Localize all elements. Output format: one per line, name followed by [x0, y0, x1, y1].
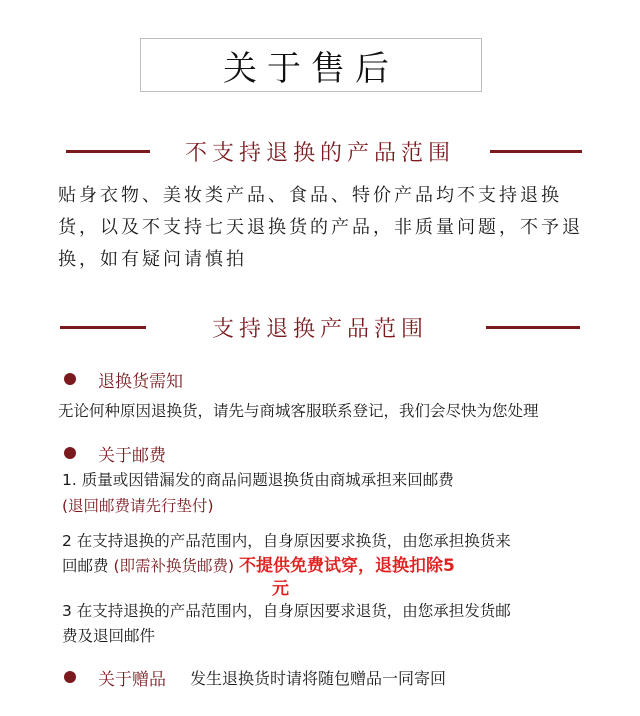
- postage-item-1: 1. 质量或因错漏发的商品问题退换货由商城承担来回邮费: [62, 471, 454, 489]
- divider-left: [66, 150, 150, 153]
- divider-left: [60, 326, 146, 329]
- postage-item-3-line-2: 费及退回邮件: [62, 627, 156, 645]
- gift-text: 发生退换货时请将随包赠品一同寄回: [190, 668, 447, 688]
- postage-warning: 不提供免费试穿，退换扣除5: [238, 556, 455, 576]
- page-title: 关于售后: [140, 38, 482, 92]
- notice-text: 无论何种原因退换货，请先与商城客服联系登记，我们会尽快为您处理: [58, 402, 539, 420]
- section-heading: 支持退换产品范围: [211, 316, 428, 342]
- gift-heading: [64, 664, 446, 690]
- section-heading: 不支持退换的产品范围: [184, 140, 455, 166]
- bullet-label: 关于邮费: [98, 445, 166, 466]
- divider-right: [490, 150, 582, 153]
- bullet-dot-icon: [64, 447, 76, 459]
- bullet-dot-icon: [64, 373, 76, 385]
- notice-heading: [64, 366, 183, 392]
- postage-item-2: 2 在支持退换的产品范围内，自身原因要求换货，由您承担换货来: [62, 532, 511, 550]
- postage-item-2-text: 回邮费: [62, 557, 114, 575]
- unsupported-description: 贴身衣物、美妆类产品、食品、特价产品均不支持退换货，以及不支持七天退换货的产品，非质量问题，不予退换，如有疑问请慎拍: [58, 185, 583, 270]
- bullet-label: 退换货需知: [98, 371, 183, 392]
- postage-warning-continued: 元: [272, 579, 289, 599]
- bullet-label: 关于赠品: [98, 669, 166, 690]
- postage-item-2-note: (即需补换货邮费): [113, 557, 235, 575]
- bullet-dot-icon: [64, 671, 76, 683]
- postage-heading: [64, 440, 166, 466]
- section-header-unsupported: [0, 134, 640, 168]
- postage-item-1-note: (退回邮费请先行垫付): [62, 497, 214, 515]
- divider-right: [486, 326, 580, 329]
- section-header-supported: [0, 310, 640, 344]
- postage-item-3: 3 在支持退换的产品范围内，自身原因要求退货，由您承担发货邮: [62, 602, 511, 620]
